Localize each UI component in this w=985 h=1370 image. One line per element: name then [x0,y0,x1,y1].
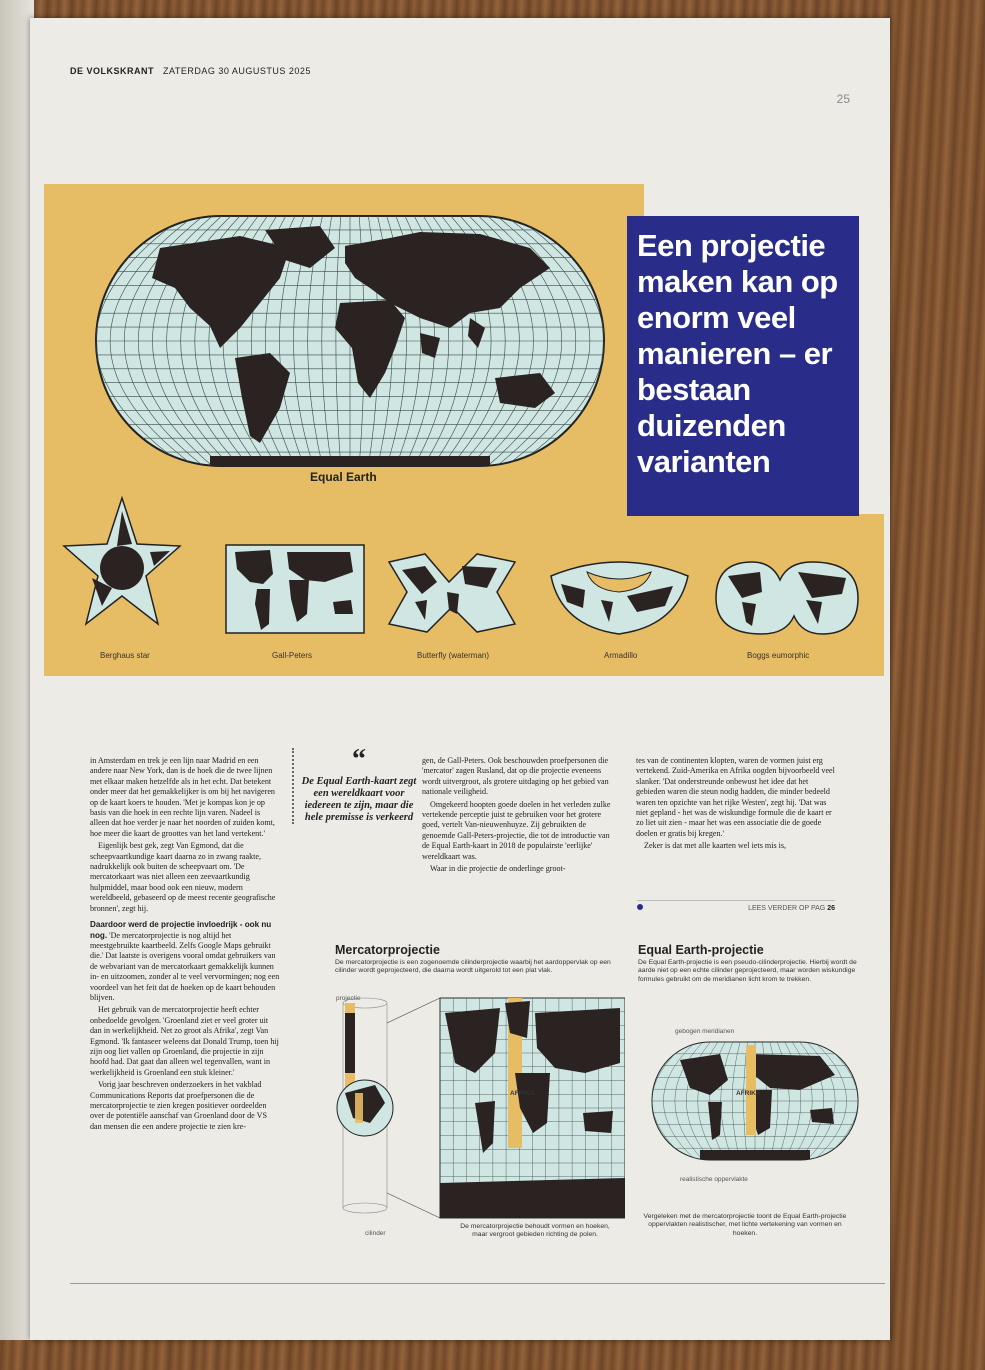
equal-earth-diagram [650,1040,860,1165]
armadillo-map [547,556,692,636]
bullet-icon [637,904,643,910]
projection-thumbnails [52,496,872,666]
paragraph: Vorig jaar beschreven onderzoekers in het vakblad Communications Reports dat proefpersonen die de mercatorprojectie te zien kregen positiever oordeelden over de potentiële aanschaf van Groenland door de VS dan mensen die een andere projectie te zien kre- [90,1080,267,1131]
mercator-diagram [315,993,625,1223]
paragraph: 'De mercatorprojectie is nog altijd het meestgebruikte kaartbeeld. Zelfs Google Maps gebruikt die.' Dat laatste is overigens vooral omdat gebruikers van de webvariant van de mercatorkaart gemakkelijk kunnen in- en uitzoomen, zonder al te veel vervormingen; nog een voordeel van het feit dat de hoeken op de kaart behouden blijven. [90,930,280,1002]
paragraph: Waar in die projectie de onderlinge groot- [430,864,566,874]
projection-label: Boggs eumorphic [747,651,810,660]
berghaus-star-map [62,496,182,636]
butterfly-map [387,552,517,634]
paragraph: gen, de Gall-Peters. Ook beschouwden proefpersonen die 'mercator' zagen Rusland, dat op die projectie eveneens wordt uitvergroot, als grotere uitdaging op het gebied van nationale veiligheid. [422,756,609,797]
bottom-rule [70,1283,885,1284]
paragraph: in Amsterdam en trek je een lijn naar Madrid en een andere naar New York, dan is de hoek die de twee lijnen met elkaar maken hetzelfde als in het echt. Dat betekent onder meer dat het gemakkelijker is om bij het navigeren op de kaart koers te houden. 'Met je kompas kon je op basis van die hoek in een rechte lijn varen. Nadeel is alleen dat hoe verder je naar het noorden of zuiden komt, hoe meer die kaart de groottes van het land vertekent.' [90,756,275,838]
mercator-caption: De mercatorprojectie behoudt vormen en hoeken, maar vergroot gebieden richting de polen. [460,1223,610,1239]
paragraph: Eigenlijk best gek, zegt Van Egmond, dat die scheepvaartkundige kaart daarna zo in zwang raakte, nadrukkelijk ook buiten de scheepvaart om. 'De mercatorkaart was niet alleen een zeevaartkundig hulpmiddel, maar bood ook een nieuw, modern wereldbeeld, gebaseerd op de meest recente geografische bronnen', zegt hij. [90,841,276,913]
issue-date: ZATERDAG 30 AUGUSTUS 2025 [163,66,311,76]
mercator-description: De mercatorprojectie is een zogenoemde cilinderprojectie waarbij het aardoppervlak op een cilinder wordt geprojecteerd, die daarna wordt uitgerold tot een plat vlak. [335,959,611,975]
africa-label: AFRIKA [736,1090,761,1097]
pull-quote-text: De Equal Earth-kaart zegt een wereldkaart voor iedereen te zijn, maar die hele premisse is verkeerd [301,776,417,823]
newspaper-page [30,18,890,1340]
article-column-4 [636,756,836,854]
meridianen-label: gebogen meridianen [675,1028,735,1035]
projection-label: Armadillo [604,651,638,660]
paragraph: Omgekeerd hoopten goede doelen in het verleden zulke vertekende perceptie juist te gebruiken voor het grotere goed, vertelt Van-nieuwenhuyze. Zij gebruikten de genoemde Gall-Peters-projectie, die tot de introductie van de Equal Earth-kaart in 2018 de populairste 'eerlijke' wereldkaart was. [422,799,611,861]
pull-quote [292,744,418,824]
mercator-title: Mercatorprojectie [335,943,440,957]
continue-reading [637,900,835,912]
paragraph: tes van de continenten klopten, waren de vormen juist erg vertekend. Zuid-Amerika en Afrika oogden bijvoorbeeld veel slanker. 'Dat onderstreunde onbewust het idee dat het gebieden waren die steun nodig hadden, die minder bedeeld waren ten opzichte van het rijke Westen', zegt hij. 'Dat was niet gepland - het was de wiskundige formule die de kaart er zo liet uit zien - maar het was een associatie die de goede doelen er gratis bij kregen.' [636,756,835,838]
paragraph: Zeker is dat met alle kaarten wel iets mis is, [644,841,787,851]
gall-peters-map [225,544,365,634]
projection-label: Gall-Peters [272,651,313,660]
masthead [70,66,311,76]
projection-label: Berghaus star [100,651,150,660]
page-number: 25 [836,92,850,106]
equal-earth-label: Equal Earth [310,470,377,484]
article-column-3 [422,756,614,876]
boggs-eumorphic-map [712,558,862,638]
paragraph: Het gebruik van de mercatorprojectie heeft echter onbedoelde gevolgen. 'Groenland ziet er veel groter uit dan in werkelijkheid. Net zo groot als Afrika', zegt Van Egmond. 'Ik fantaseer weleens dat Donald Trump, toen hij zijn oog liet vallen op Groenland, die projectie in zijn hoofd had. Dat gaat dan alleen wel tegenvallen, want in werkelijkheid is Groenland een stuk kleiner.' [90,1005,279,1077]
equal-earth-title: Equal Earth-projectie [638,943,764,957]
newspaper-name: DE VOLKSKRANT [70,66,155,76]
oppervlakte-label: realistische oppervlakte [680,1176,748,1183]
cilinder-label: cilinder [365,1230,386,1237]
projectie-label: projectie [336,995,361,1002]
continue-page: 26 [827,905,835,912]
subhead: Daardoor werd de projectie invloedrijk - ook nu nog. [90,920,272,940]
previous-page-edge [0,0,34,1340]
projection-label: Butterfly (waterman) [417,651,490,660]
equal-earth-description: De Equal Earth-projectie is een pseudo-cilinderprojectie. Hierbij wordt de aarde niet op een echte cilinder geprojecteerd, maar worden wiskundige formules gebruikt om de meridianen licht krom te trekken. [638,959,857,983]
headline: Een projectie maken kan op enorm veel manieren – er bestaan duizenden varianten [637,228,838,479]
equal-earth-map [90,208,610,473]
article-column-1 [90,756,280,1134]
headline-box [627,216,859,516]
africa-label: AFRIKA [510,1090,535,1097]
quote-mark-icon: “ [352,744,366,775]
equal-earth-caption: Vergeleken met de mercatorprojectie toont de Equal Earth-projectie oppervlakten realistischer, met lichte vertekening van vormen en hoeken. [643,1213,847,1237]
continue-label: LEES VERDER OP PAG [748,905,826,912]
